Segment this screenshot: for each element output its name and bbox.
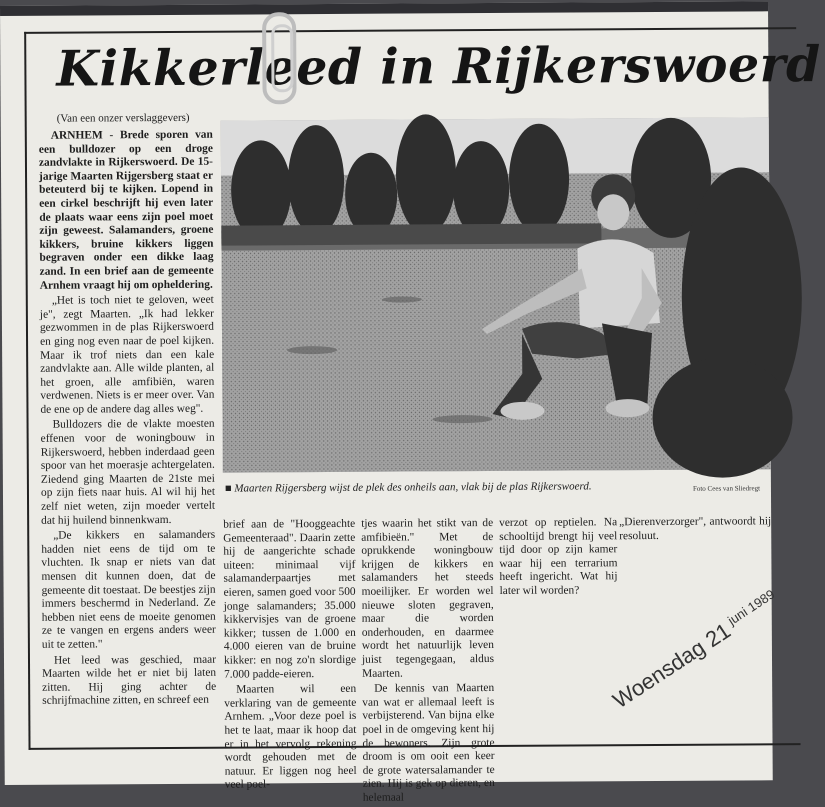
paragraph: Maarten wil een verklaring van de gemeente Arnhem. „Voor deze poel is het te laat, maar ik hoop dat er in het vervolg rekening wordt gehouden met de natuur. Er liggen nog heel veel poel- [224,682,357,791]
folder-edge [0,1,768,16]
paragraph: brief aan de "Hooggeachte Gemeenteraad". Daarin zette hij de aangerichte schade uiteen: minimaal vijf salamanderpaartjes met eieren, samen goed voor 500 jonge salamanders; 35.000 kikkervisjes van de groene kikker; tussen de 1.000 en 4.000 eieren van de bruine kikker: en nog zo'n slordige 7.000 padde-eieren. [223,517,357,681]
article-column-2 [223,517,357,791]
photo-caption: ■ Maarten Rijgersberg wijst de plek des onheils aan, vlak bij de plas Rijkerswoerd. [224,480,592,495]
photo-credit: Foto Cees van Sliedregt [692,484,761,493]
paragraph: verzot op reptielen. Na schooltijd brengt hij veel tijd door op zijn kamer waar hij een terrarium heeft ingericht. Wat hij later wil worden? [499,516,618,597]
article-column-4 [499,516,618,739]
byline: (Van een onzer verslaggevers) [56,111,190,125]
paragraph: Bulldozers die de vlakte moesten effenen voor de woningbouw in Rijkerswoerd, hebben inderdaad geen spoor van het moerasje achtergelaten. Ziedend ging Maarten de 21ste mei op zijn fiets naar huis. Al wil hij het zelf niet weten, zijn moeder vertelt dat hij huilend binnenkwam. [40,418,216,527]
paragraph: „Dierenverzorger", antwoordt hij resoluut. [619,515,772,542]
paragraph: Het leed was geschied, maar Maarten wilde het er niet bij laten zitten. Hij ging achter de schrijfmachine zitten, en schreef een [42,653,217,708]
paragraph: „De kikkers en salamanders hadden niet eens de tijd om te vluchten. Ik snap er niets van dat mensen dit kunnen doen, dat de gemeente dit toestaat. De beestjes zijn immers beschermd in Nederland. Ze hebben niet eens de moeite genomen ze te vangen en ergens anders weer uit te zetten." [41,528,216,651]
article-column-1 [39,129,217,742]
paperclip [262,12,297,104]
stamp-day: Woensdag 21 [608,617,736,714]
headline: Kikkerleed in Rijkerswoerd [56,34,821,98]
lead-paragraph: ARNHEM - Brede sporen van een bulldozer op een droge zandvlakte in Rijkerswoerd. De 15-jarige Maarten Rijgersberg staat er beteuterd bij te kijken. Lopend in een cirkel beschrijft hij even later de plaats waar eens zijn poel moet zijn geweest. Salamanders, groene kikkers, bruine kikkers liggen begraven onder een dikke laag zand. In een brief aan de gemeente Arnhem vraagt hij om opheldering. [38,128,214,292]
article-column-5 [619,515,771,596]
paragraph: „Het is toch niet te geloven, weet je", zegt Maarten. „Ik had lekker gezwommen in de plas Rijkerswoerd en ging nog even naar de poel kijken. Maar ik trof niets dan een kale zandvlakte aan. Alle wilde planten, al het groen, alle amfibiën, waren verdwenen. Niets is er meer over. Van de ene op de andere dag alles weg". [39,293,215,416]
newspaper-clipping [0,1,821,804]
article-column-3 [361,516,495,804]
paragraph: De kennis van Maarten van wat er allemaal leeft is verbijsterend. Van bijna elke poel in de omgeving kent hij de bewoners. Zijn grote droom is om ooit een keer de grote watersalamander te zien. Hij is gek op dieren, en helemaal [362,682,495,804]
article-photo [221,117,771,472]
photo-boy-crouching-by-sand [221,117,771,472]
stamp-date: juni 1989 [725,586,778,628]
paragraph: tjes waarin het stikt van de amfibieën." Met de oprukkende woningbouw krijgen de kikkers en salamanders het steeds moeilijker. Er worden wel nieuwe sloten gegraven, maar die worden onderhouden, en daarmee wordt het natuurlijk leven juist tegengegaan, aldus Maarten. [361,516,495,680]
